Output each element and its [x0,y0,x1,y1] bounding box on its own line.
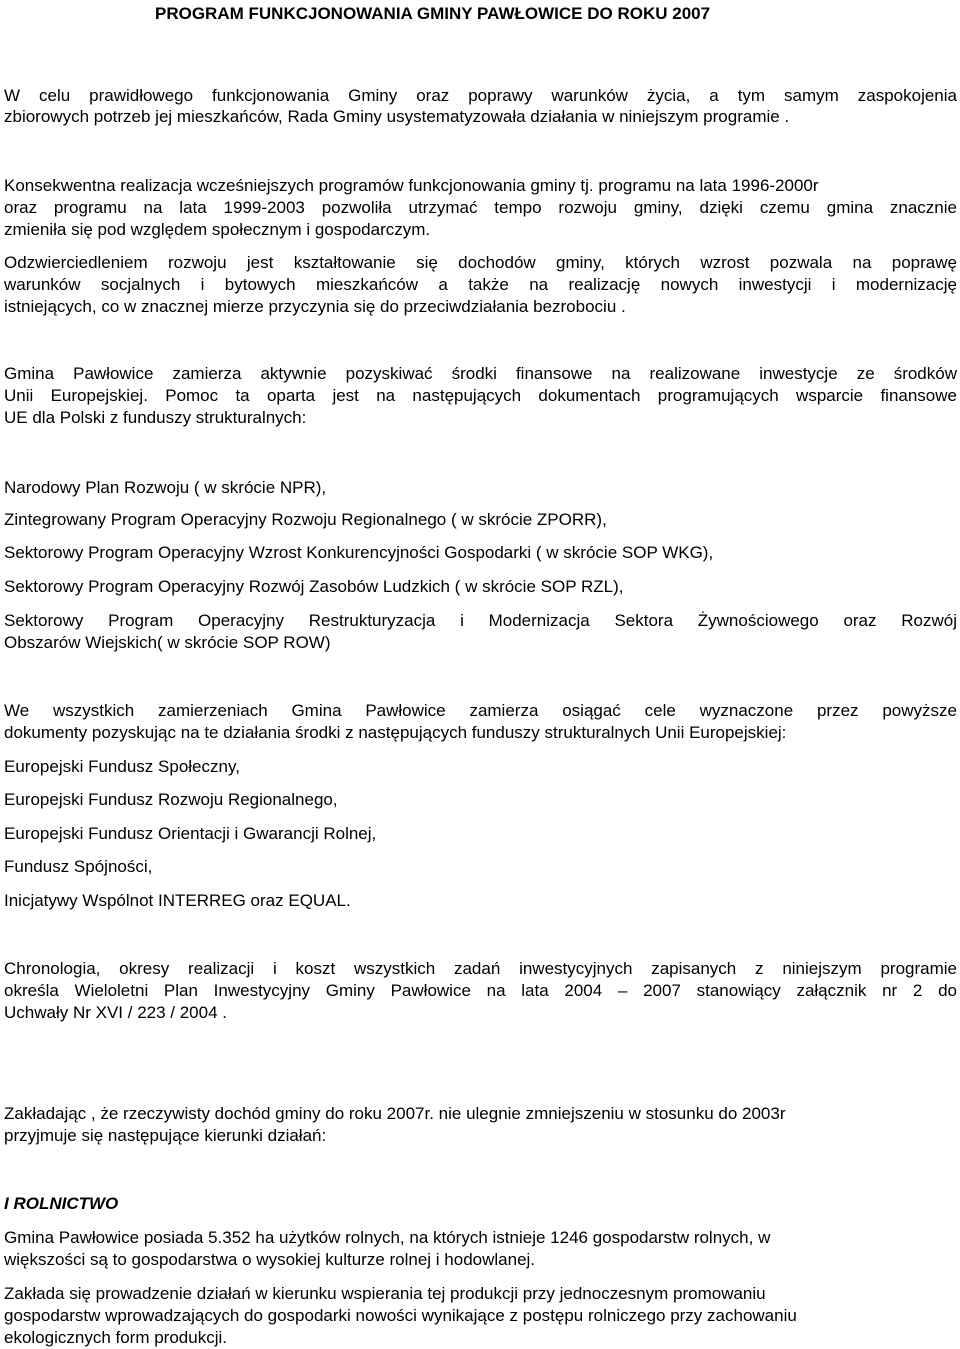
paragraph-line: W celu prawidłowego funkcjonowania Gminy oraz poprawy warunków życia, a tym samym zaspokojenia [4,86,957,105]
paragraph-line: przyjmuje się następujące kierunki działań: [4,1126,327,1145]
paragraph-line: gospodarstw wprowadzających do gospodarki nowości wynikające z postępu rolniczego przy zachowaniu [4,1306,797,1325]
list-item: Sektorowy Program Operacyjny Restrukturyzacja i Modernizacja Sektora Żywnościowego oraz Rozwój [4,611,957,630]
paragraph-line: warunków socjalnych i bytowych mieszkańców a także na realizację nowych inwestycji i modernizację [4,275,957,294]
paragraph-line: Uchwały Nr XVI / 223 / 2004 . [4,1003,227,1022]
list-item: Inicjatywy Wspólnot INTERREG oraz EQUAL. [4,891,351,910]
list-item: Fundusz Spójności, [4,857,153,876]
list-item: Zintegrowany Program Operacyjny Rozwoju Regionalnego ( w skrócie ZPORR), [4,510,607,529]
list-item: Obszarów Wiejskich( w skrócie SOP ROW) [4,633,331,652]
paragraph-line: istniejących, co w znacznej mierze przyczynia się do przeciwdziałania bezrobociu . [4,297,626,316]
paragraph-line: Zakładając , że rzeczywisty dochód gminy do roku 2007r. nie ulegnie zmniejszeniu w stosunku do 2003r [4,1104,786,1123]
list-item: Europejski Fundusz Rozwoju Regionalnego, [4,790,338,809]
paragraph-line: oraz programu na lata 1999-2003 pozwoliła utrzymać tempo rozwoju gminy, dzięki czemu gmina znacznie [4,198,957,217]
list-item: Europejski Fundusz Orientacji i Gwarancji Rolnej, [4,824,377,843]
paragraph-line: Unii Europejskiej. Pomoc ta oparta jest na następujących dokumentach programujących wsparcie finansowe [4,386,957,405]
list-item: Europejski Fundusz Społeczny, [4,757,240,776]
paragraph-line: określa Wieloletni Plan Inwestycyjny Gminy Pawłowice na lata 2004 – 2007 stanowiący załącznik nr 2 do [4,981,957,1000]
paragraph-line: dokumenty pozyskując na te działania środki z następujących funduszy strukturalnych Unii Europejskiej: [4,723,787,742]
list-item: Sektorowy Program Operacyjny Rozwój Zasobów Ludzkich ( w skrócie SOP RZL), [4,577,624,596]
paragraph-line: zbiorowych potrzeb jej mieszkańców, Rada Gminy usystematyzowała działania w niniejszym programie . [4,107,790,126]
paragraph-line: Odzwierciedleniem rozwoju jest kształtowanie się dochodów gminy, których wzrost pozwala na poprawę [4,253,957,272]
list-item: Narodowy Plan Rozwoju ( w skrócie NPR), [4,478,327,497]
paragraph-line: Gmina Pawłowice posiada 5.352 ha użytków rolnych, na których istnieje 1246 gospodarstw rolnych, w [4,1228,771,1247]
paragraph-line: Chronologia, okresy realizacji i koszt wszystkich zadań inwestycyjnych zapisanych z niniejszym programie [4,959,957,978]
paragraph-line: Gmina Pawłowice zamierza aktywnie pozyskiwać środki finansowe na realizowane inwestycje ze środków [4,364,957,383]
paragraph-line: zmieniła się pod względem społecznym i gospodarczym. [4,220,431,239]
paragraph-line: ekologicznych form produkcji. [4,1328,227,1347]
paragraph-line: Konsekwentna realizacja wcześniejszych programów funkcjonowania gminy tj. programu na lata 1996-2000r [4,176,819,195]
paragraph-line: Zakłada się prowadzenie działań w kierunku wspierania tej produkcji przy jednoczesnym promowaniu [4,1284,766,1303]
paragraph-line: We wszystkich zamierzeniach Gmina Pawłowice zamierza osiągać cele wyznaczone przez powyższe [4,701,957,720]
list-item: Sektorowy Program Operacyjny Wzrost Konkurencyjności Gospodarki ( w skrócie SOP WKG), [4,543,714,562]
page-title: PROGRAM FUNKCJONOWANIA GMINY PAWŁOWICE DO ROKU 2007 [155,4,711,23]
section-heading: I ROLNICTWO [4,1194,119,1213]
paragraph-line: UE dla Polski z funduszy strukturalnych: [4,408,307,427]
paragraph-line: większości są to gospodarstwa o wysokiej kulturze rolnej i hodowlanej. [4,1250,536,1269]
